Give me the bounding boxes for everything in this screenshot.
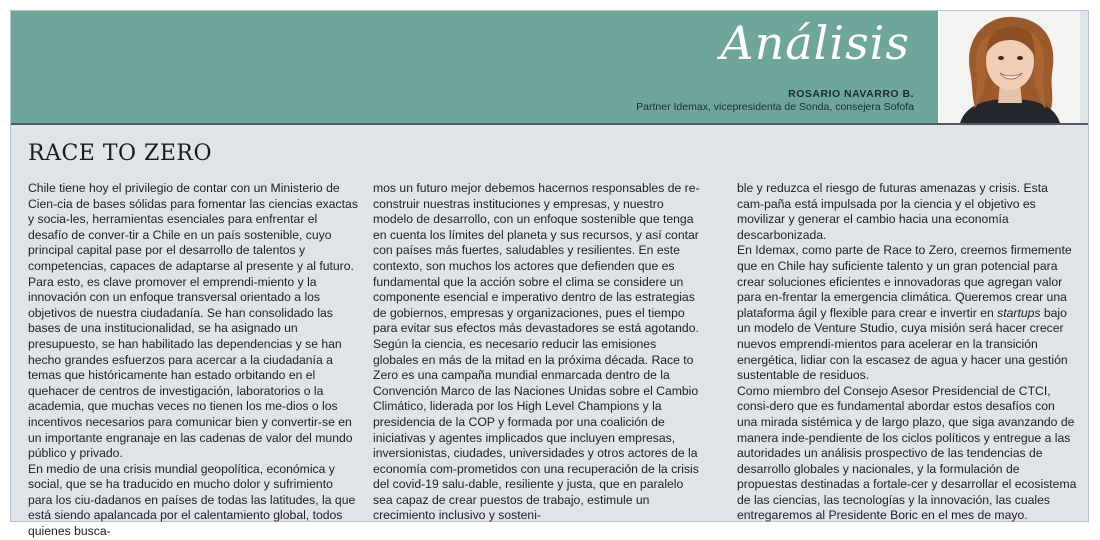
article-title: RACE TO ZERO — [28, 141, 212, 166]
paragraph: mos un futuro mejor debemos hacernos responsables de re-construir nuestras instituciones y empresas, y nuestro modelo de desarrollo, con un enfoque sostenible que tenga en cuenta los límites del planeta y sus recursos, y así contar con países más fuertes, saludables y resilientes. En este contexto, son muchos los actores que defienden que es fundamental que la acción sobre el clima se considere un componente esencial e imperativo dentro de las estrategias de gobiernos, empresas y organizaciones, pues el tiempo para evitar sus efectos más devastadores se está agotando. Según la ciencia, es necesario reducir las emisiones globales en más de la mitad en la próxima década. Race to Zero es una campaña mundial enmarcada dentro de la Convención Marco de las Naciones Unidas sobre el Cambio Climático, liderada por los High Level Champions y la presidencia de la COP y formada por una coalición de iniciativas y agentes implicados que incluyen empresas, inversionistas, ciudades, universidades y otros actores de la economía com-prometidos con una recuperación de la crisis del covid-19 salu-dable, resiliente y justa, que en paralelo sea capaz de crear puestos de trabajo, estimule un crecimiento inclusivo y sosteni- — [373, 181, 700, 523]
author-role: Partner Idemax, vicepresidenta de Sonda, consejera Sofofa — [636, 101, 914, 113]
section-title: Análisis — [720, 16, 910, 70]
article-panel — [10, 10, 1089, 539]
paragraph — [737, 243, 1077, 383]
paragraph-text: En Idemax, como parte de Race to Zero, creemos firmemente que en Chile hay suficiente talento y un gran potencial para crear soluciones eficientes e innovadoras que agregan valor para en-frentar la emergencia climática. Queremos crear una plataforma ágil y flexible para crear e invertir en — [737, 243, 1072, 320]
paragraph: Chile tiene hoy el privilegio de contar con un Ministerio de Cien-cia de bases sólidas para fomentar las ciencias exactas y socia-les, herramientas esenciales para enfrentar el desafío de conver-tir a Chile en un país sostenible, cuyo principal capital pase por el desarrollo de talentos y competencias, capaces de adaptarse al presente y al futuro. Para esto, es clave promover el emprendi-miento y la innovación con un enfoque transversal orientado a los objetivos de nuestra ciudadanía. Se han consolidado las bases de una institucionalidad, se ha asignado un presupuesto, se han habilitado las dependencias y se han hecho grandes esfuerzos para acercar a la ciudadanía a temas que históricamente han estado orbitando en el quehacer de centros de investigación, laboratorios o la academia, que muchas veces no tienen los me-dios o los incentivos necesarios para comunicar bien y convertir-se en un importante engranaje en las cadenas de valor del mundo público y privado. — [28, 181, 358, 461]
emphasis-text: startups — [997, 305, 1041, 320]
paragraph: En medio de una crisis mundial geopolítica, económica y social, que se ha traducido en mucho dolor y sufrimiento para los ciu-dadanos en países de todas las latitudes, la que está siendo apalancada por el calentamiento global, todos quienes busca- — [28, 461, 356, 539]
paragraph: ble y reduzca el riesgo de futuras amenazas y crisis. Esta cam-paña está impulsada por la ciencia y el objetivo es movilizar y generar el cambio hacia una economía descarbonizada. — [737, 181, 1048, 242]
author-portrait-illustration — [940, 11, 1080, 123]
author-name: ROSARIO NAVARRO B. — [788, 88, 914, 100]
author-photo — [938, 11, 1080, 123]
header-divider — [11, 123, 1088, 125]
paragraph-text: bajo un modelo de Venture Studio, cuya misión será hacer crecer nuevos emprendi-mientos para acelerar en la transición energética, lidiar con la escasez de agua y hacer una gestión sustentable de residuos. — [737, 305, 1068, 383]
article-column-2 — [373, 181, 703, 524]
article-column-1 — [28, 181, 358, 540]
byline — [636, 88, 914, 113]
paragraph: Como miembro del Consejo Asesor Presidencial de CTCI, consi-dero que es fundamental abordar estos desafíos con una mirada sistémica y de largo plazo, que siga avanzando de manera inde-pendiente de los ciclos políticos y entregue a las autoridades un análisis prospectivo de las tendencias de desarrollo globales y nacionales, y la formulación de propuestas destinadas a fortale-cer y desarrollar el ecosistema de las ciencias, las tecnologías y la innovación, las cuales entregaremos al Presidente Boric en el mes de mayo. — [737, 383, 1077, 523]
article-column-3 — [737, 181, 1077, 524]
header-banner — [11, 11, 938, 123]
